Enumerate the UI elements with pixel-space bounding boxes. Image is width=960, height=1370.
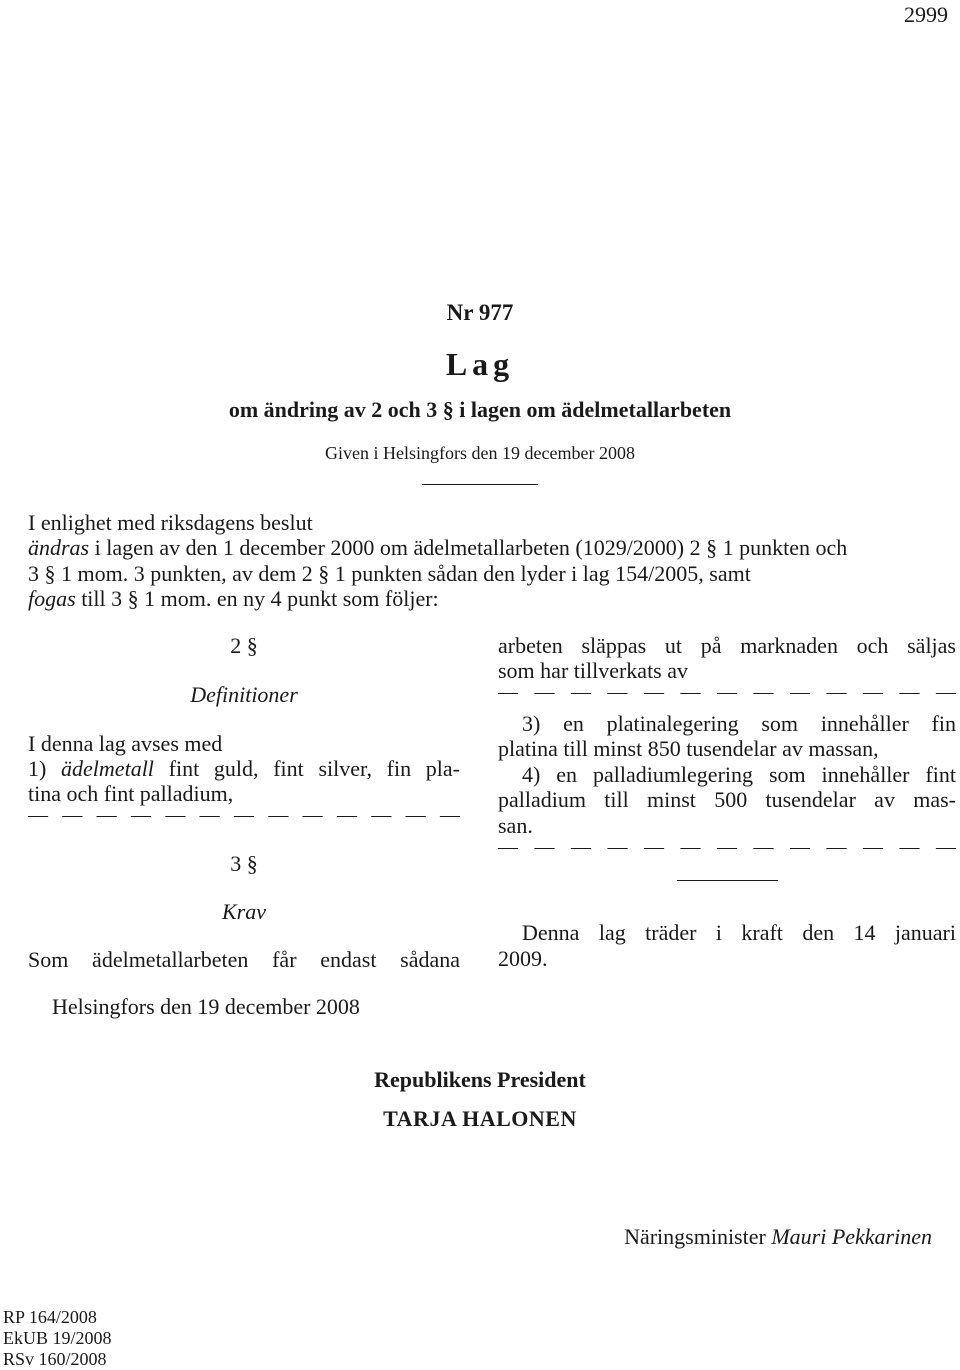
entry-into-force-line-1: Denna lag träder i kraft den 14 januari [522, 920, 956, 945]
section-2-title: Definitioner [190, 682, 298, 707]
section-3-heading: 3 § [230, 851, 258, 876]
intro-line-1: I enlighet med riksdagens beslut [28, 510, 313, 535]
item-3-line-1: 3) en platinalegering som innehåller fin [522, 711, 956, 736]
minister-signature: Näringsminister Mauri Pekkarinen [624, 1224, 932, 1249]
entry-into-force-line-2: 2009. [498, 946, 548, 971]
law-title: Lag [445, 346, 515, 382]
header-divider [422, 484, 538, 485]
law-subtitle: om ändring av 2 och 3 § i lagen om ädelmetallarbeten [228, 397, 732, 422]
omission-dashes-right-1: — — — — — — — — — — — — — [498, 681, 956, 703]
reference-parliament-reply: RSv 160/2008 [3, 1349, 107, 1369]
president-name: TARJA HALONEN [383, 1106, 577, 1131]
section-3-title: Krav [222, 899, 266, 924]
defined-term: ädelmetall [61, 756, 154, 781]
right-line-1: arbeten släppas ut på marknaden och säljas [498, 633, 956, 658]
intro-line-2: ändras i lagen av den 1 december 2000 om ädelmetallarbeten (1029/2000) 2 § 1 punkten och [28, 535, 848, 560]
intro-line-4: fogas till 3 § 1 mom. en ny 4 punkt som följer: [28, 586, 439, 611]
section-3-line-1: Som ädelmetallarbeten får endast sådana [28, 947, 460, 972]
law-number: Nr 977 [446, 300, 514, 325]
right-line-2: som har tillverkats av [498, 658, 689, 683]
item-3-line-2: platina till minst 850 tusendelar av massan, [498, 736, 879, 761]
given-date: Given i Helsingfors den 19 december 2008 [325, 443, 635, 463]
section-2-line-3: tina och fint palladium, [28, 781, 234, 806]
intro-line-3: 3 § 1 mom. 3 punkten, av dem 2 § 1 punkten sådan den lyder i lag 154/2005, samt [28, 561, 751, 586]
item-4-line-3: san. [498, 813, 533, 838]
minister-name: Mauri Pekkarinen [771, 1224, 932, 1249]
place-date: Helsingfors den 19 december 2008 [52, 994, 360, 1019]
intro-add-verb: fogas [28, 586, 76, 611]
intro-amend-verb: ändras [28, 535, 90, 560]
omission-dashes-right-2: — — — — — — — — — — — — — [498, 836, 956, 858]
reference-government-bill: RP 164/2008 [3, 1307, 97, 1327]
reference-committee-report: EkUB 19/2008 [3, 1328, 112, 1348]
item-4-line-1: 4) en palladiumlegering som innehåller fint [522, 762, 956, 787]
entry-divider [677, 880, 778, 881]
page-number: 2999 [904, 2, 948, 27]
president-title: Republikens President [374, 1067, 586, 1092]
section-2-line-1: I denna lag avses med [28, 731, 223, 756]
item-4-line-2: palladium till minst 500 tusendelar av mas- [498, 787, 956, 812]
reference-list [3, 1307, 112, 1370]
section-2-heading: 2 § [230, 633, 258, 658]
omission-dashes-left: — — — — — — — — — — — — — [28, 804, 460, 826]
section-2-line-2: 1) ädelmetall fint guld, fint silver, fin pla- [28, 756, 461, 781]
